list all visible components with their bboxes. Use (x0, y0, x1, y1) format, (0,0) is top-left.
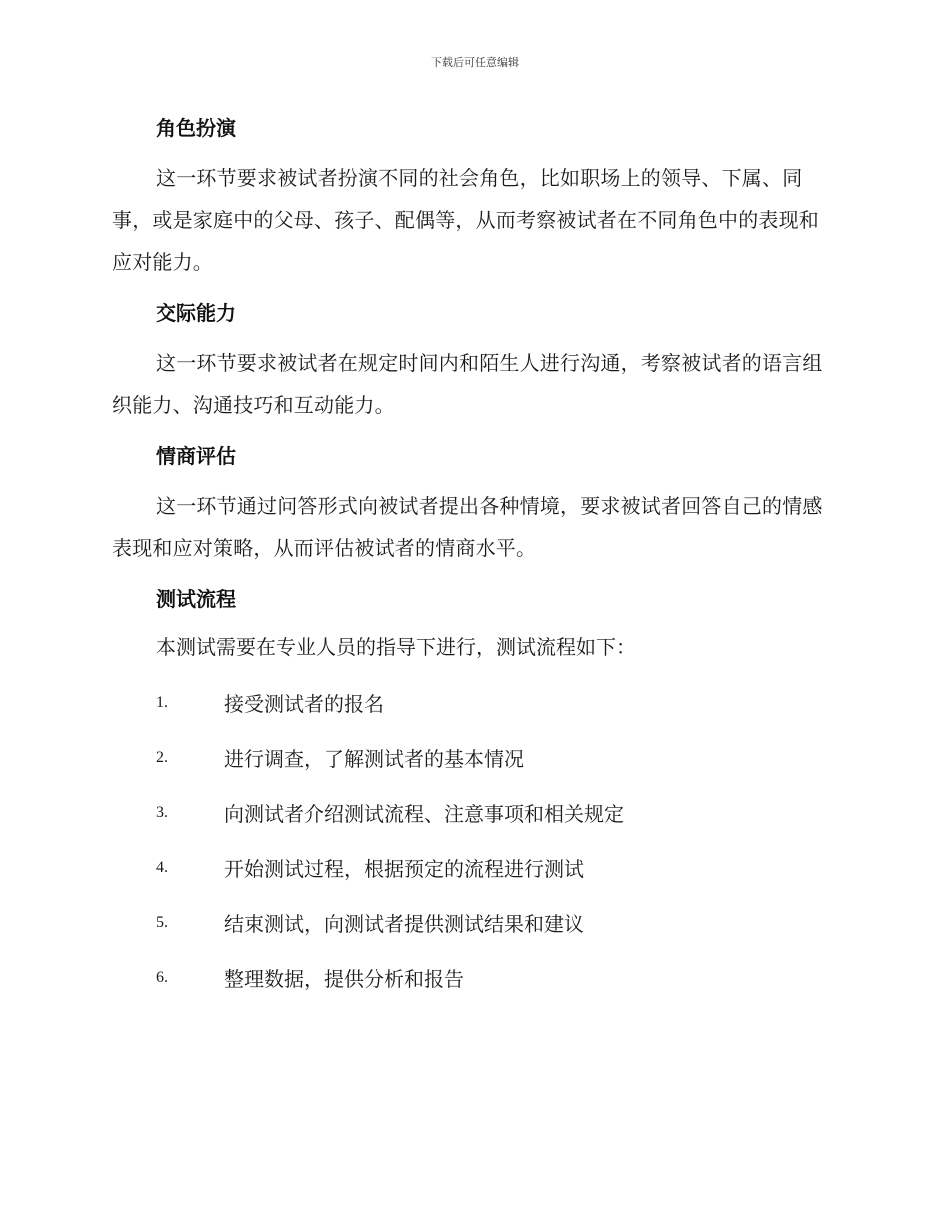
step-number: 6. (156, 968, 168, 986)
process-steps-list (112, 675, 832, 1005)
section-heading: 交际能力 (156, 301, 236, 325)
step-text: 开始测试过程，根据预定的流程进行测试 (224, 857, 584, 881)
section-heading: 测试流程 (156, 587, 236, 611)
step-number: 1. (156, 693, 168, 711)
section-role-play (112, 108, 832, 283)
section-paragraph: 这一环节通过问答形式向被试者提出各种情境，要求被试者回答自己的情感表现和应对策略，从而评估被试者的情商水平。 (112, 494, 823, 560)
page-header-note: 下载后可任意编辑 (431, 56, 519, 69)
step-text: 向测试者介绍测试流程、注意事项和相关规定 (224, 802, 624, 826)
process-intro: 本测试需要在专业人员的指导下进行，测试流程如下： (156, 635, 636, 659)
step-number: 2. (156, 748, 168, 766)
list-item (112, 785, 832, 840)
list-item (112, 950, 832, 1005)
step-number: 4. (156, 858, 168, 876)
section-heading: 情商评估 (156, 444, 236, 468)
section-paragraph: 这一环节要求被试者扮演不同的社会角色，比如职场上的领导、下属、同事，或是家庭中的父母、孩子、配偶等，从而考察被试者在不同角色中的表现和应对能力。 (112, 166, 819, 274)
section-eq-assessment (112, 436, 832, 569)
section-heading: 角色扮演 (156, 116, 236, 140)
section-test-process (112, 579, 832, 1005)
document-body (112, 108, 832, 1005)
step-text: 整理数据，提供分析和报告 (224, 967, 464, 991)
step-number: 5. (156, 913, 168, 931)
step-number: 3. (156, 803, 168, 821)
list-item (112, 730, 832, 785)
step-text: 结束测试，向测试者提供测试结果和建议 (224, 912, 584, 936)
section-paragraph: 这一环节要求被试者在规定时间内和陌生人进行沟通，考察被试者的语言组织能力、沟通技巧和互动能力。 (112, 351, 823, 417)
list-item (112, 675, 832, 730)
step-text: 接受测试者的报名 (224, 692, 384, 716)
step-text: 进行调查，了解测试者的基本情况 (224, 747, 524, 771)
list-item (112, 895, 832, 950)
section-social-skills (112, 293, 832, 426)
list-item (112, 840, 832, 895)
